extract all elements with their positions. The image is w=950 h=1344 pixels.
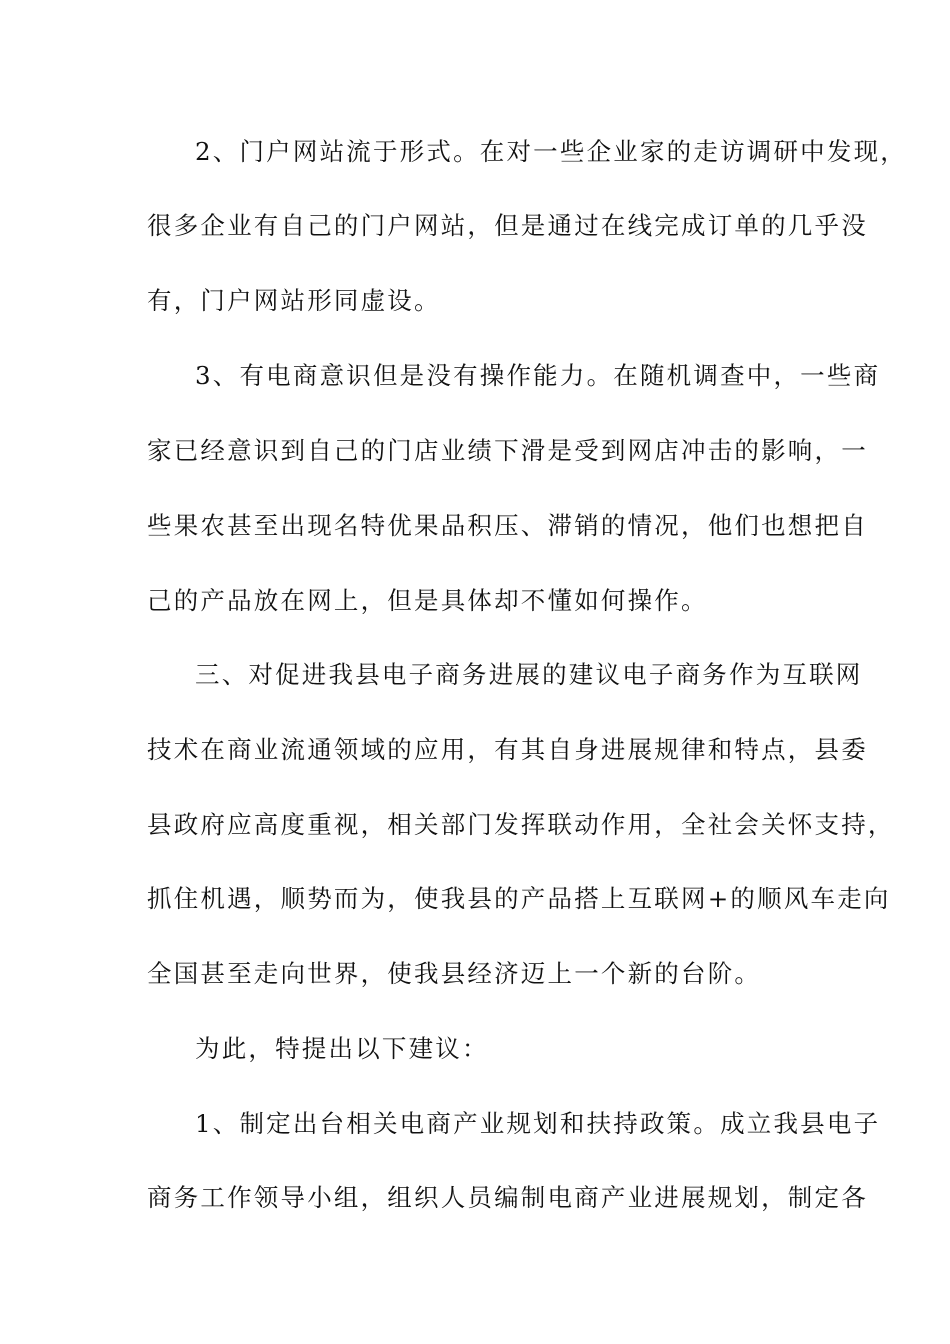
text-line: 3、有电商意识但是没有操作能力。在随机调查中，一些商 — [195, 361, 881, 390]
text-line: 有，门户网站形同虚设。 — [147, 286, 441, 315]
text-line: 县政府应高度重视，相关部门发挥联动作用，全社会关怀支持， — [147, 810, 895, 839]
text-line: 己的产品放在网上，但是具体却不懂如何操作。 — [147, 586, 708, 615]
text-line: 2、门户网站流于形式。在对一些企业家的走访调研中发现， — [195, 137, 907, 166]
text-line: 全国甚至走向世界，使我县经济迈上一个新的台阶。 — [147, 959, 762, 988]
text-line: 1、制定出台相关电商产业规划和扶持政策。成立我县电子 — [195, 1109, 881, 1138]
text-line: 家已经意识到自己的门店业绩下滑是受到网店冲击的影响，一 — [147, 436, 868, 465]
text-line: 抓住机遇，顺势而为，使我县的产品搭上互联网+的顺风车走向 — [147, 884, 891, 913]
text-line: 些果农甚至出现名特优果品积压、滞销的情况，他们也想把自 — [147, 511, 868, 540]
text-line: 很多企业有自己的门户网站，但是通过在线完成订单的几乎没 — [147, 211, 868, 240]
text-line: 技术在商业流通领域的应用，有其自身进展规律和特点，县委 — [147, 735, 868, 764]
text-line: 为此，特提出以下建议： — [195, 1034, 489, 1063]
text-line: 商务工作领导小组，组织人员编制电商产业进展规划，制定各 — [147, 1183, 868, 1212]
text-line: 三、对促进我县电子商务进展的建议电子商务作为互联网 — [195, 660, 863, 689]
